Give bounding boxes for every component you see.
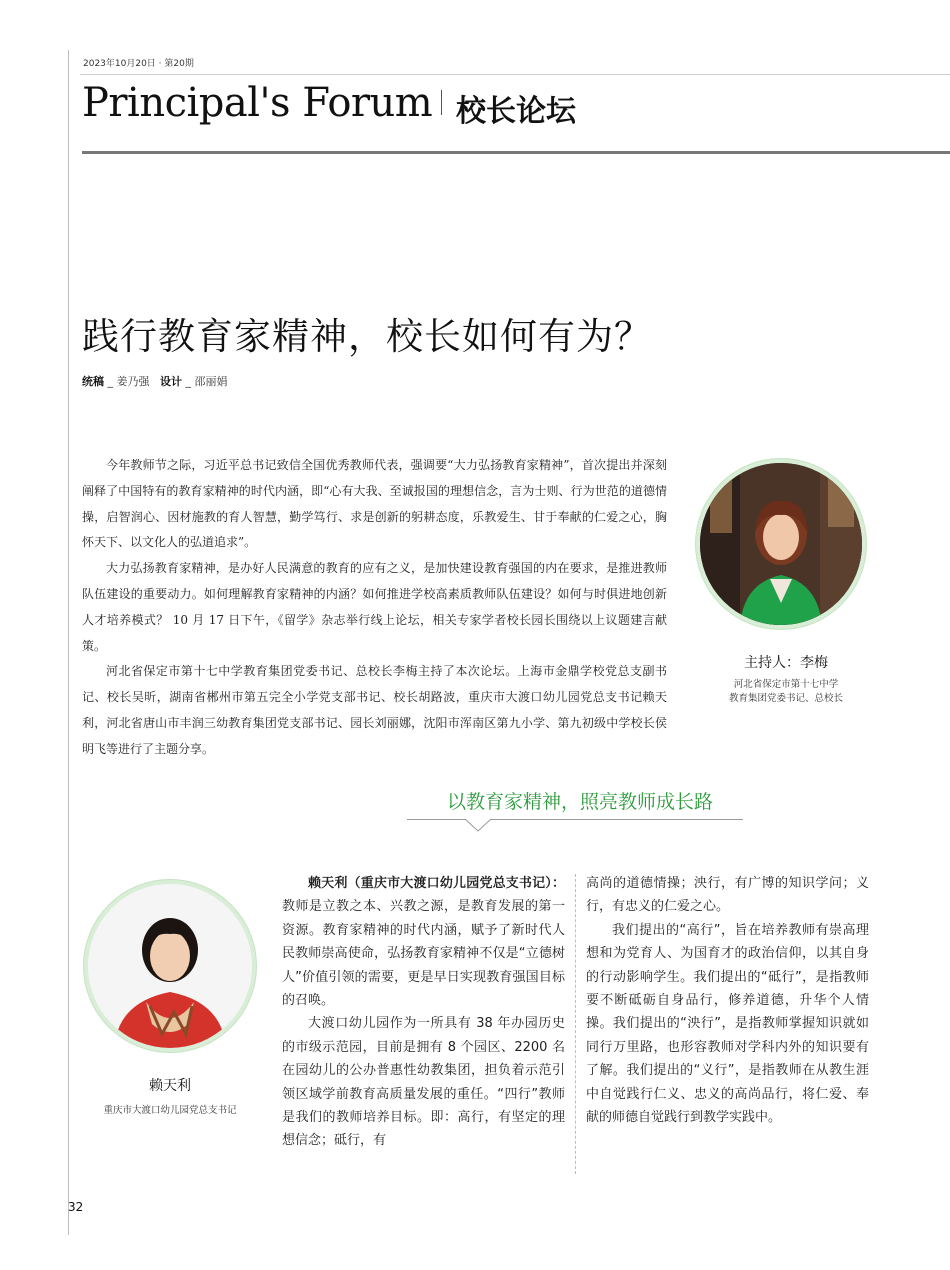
credit-name-editor: 姜乃强 <box>116 375 150 388</box>
column-divider <box>575 874 576 1174</box>
credit-sep-1: _ <box>107 375 113 388</box>
article-intro <box>82 453 667 763</box>
intro-paragraph: 今年教师节之际，习近平总书记致信全国优秀教师代表，强调要“大力弘扬教育家精神”，首次提出并深刻阐释了中国特有的教育家精神的时代内涵，即“心有大我、至诚报国的理想信念，言为士则、行为世范的道德情操，启智润心、因材施教的育人智慧，勤学笃行、求是创新的躬耕态度，乐教爱生、甘于奉献的仁爱之心，胸怀天下、以文化人的弘道追求”。 <box>82 458 667 550</box>
speaker-affiliation: 重庆市大渡口幼儿园党总支书记 <box>103 1105 237 1116</box>
header-top-rule <box>80 74 950 75</box>
body-column-left <box>282 872 565 1153</box>
page-number: 32 <box>68 1200 84 1214</box>
body-paragraph: 我们提出的“高行”，旨在培养教师有崇高理想和为党育人、为国育才的政治信仰，以其自身的行动影响学生。我们提出的“砥行”，是指教师要不断砥砺自身品行，修养道德，升华个人情操。我们提出的“泱行”，是指教师掌握知识就如同行万里路，也形容教师对学科内外的知识要有了解。我们提出的“义行”，是指教师在从教生涯中自觉践行仁义、忠义的高尚品行，将仁爱、奉献的师德自觉践行到教学实践中。 <box>586 922 869 1126</box>
credit-label-editor: 统稿 <box>82 375 104 388</box>
section-heading-rule <box>407 819 743 820</box>
speaker-portrait-photo <box>84 880 256 1052</box>
column-title-chinese: 校长论坛 <box>456 94 576 129</box>
speaker-portrait-illustration <box>88 884 252 1048</box>
host-portrait-illustration <box>700 463 862 625</box>
credit-label-design: 设计 <box>160 375 182 388</box>
credit-sep-2: _ <box>185 375 191 388</box>
host-label: 主持人：李梅 <box>744 655 828 671</box>
article-title: 践行教育家精神，校长如何有为？ <box>82 315 652 358</box>
left-margin-rule <box>68 50 69 1235</box>
issue-date: 2023年10月20日 · 第20期 <box>83 59 194 69</box>
credit-name-design: 邵丽娟 <box>194 375 228 388</box>
column-title-separator <box>441 90 442 115</box>
host-portrait-photo <box>696 459 866 629</box>
article-credits <box>82 373 228 389</box>
speaker-lead: 赖天利（重庆市大渡口幼儿园党总支书记）： <box>308 876 565 891</box>
body-paragraph <box>282 872 565 1012</box>
host-affiliation <box>700 678 872 706</box>
intro-paragraph: 大力弘扬教育家精神，是办好人民满意的教育的应有之义，是加快建设教育强国的内在要求，是推进教师队伍建设的重要动力。如何理解教育家精神的内涵？如何推进学校高素质教师队伍建设？如何与时俱进地创新人才培养模式？ 10 月 17 日下午，《留学》杂志举行线上论坛，相关专家学者校长园长围绕以上议题建言献策。 <box>82 561 667 653</box>
section-heading: 以教育家精神，照亮教师成长路 <box>446 791 713 813</box>
speaker-name: 赖天利 <box>149 1078 191 1094</box>
body-text: 教师是立教之本、兴教之源，是教育发展的第一资源。教育家精神的时代内涵，赋予了新时代人民教师崇高使命，弘扬教育家精神不仅是“立德树人”价值引领的需要，更是早日实现教育强国目标的召唤。 <box>282 899 565 1009</box>
body-paragraph: 高尚的道德情操；泱行，有广博的知识学问；义行，有忠义的仁爱之心。 <box>586 876 869 915</box>
host-affiliation-line: 教育集团党委书记、总校长 <box>728 693 843 704</box>
section-pointer-icon <box>464 819 492 833</box>
intro-paragraph: 河北省保定市第十七中学教育集团党委书记、总校长李梅主持了本次论坛。上海市金鼎学校党总支副书记、校长吴昕，湖南省郴州市第五完全小学党支部书记、校长胡路波，重庆市大渡口幼儿园党总支书记赖天利，河北省唐山市丰润三幼教育集团党支部书记、园长刘丽娜，沈阳市浑南区第九小学、第九初级中学校长侯明飞等进行了主题分享。 <box>82 664 667 756</box>
host-affiliation-line: 河北省保定市第十七中学 <box>733 679 839 690</box>
body-paragraph: 大渡口幼儿园作为一所具有 38 年办园历史的市级示范园，目前是拥有 8 个园区、2200 名在园幼儿的公办普惠性幼教集团，担负着示范引领区域学前教育高质量发展的重任。“四行”教师是我们的教师培养目标。即：高行，有坚定的理想信念；砥行，有 <box>282 1016 565 1149</box>
header-bottom-rule <box>82 151 950 154</box>
column-title-english: Principal's Forum <box>82 80 433 126</box>
body-column-right <box>586 872 869 1129</box>
